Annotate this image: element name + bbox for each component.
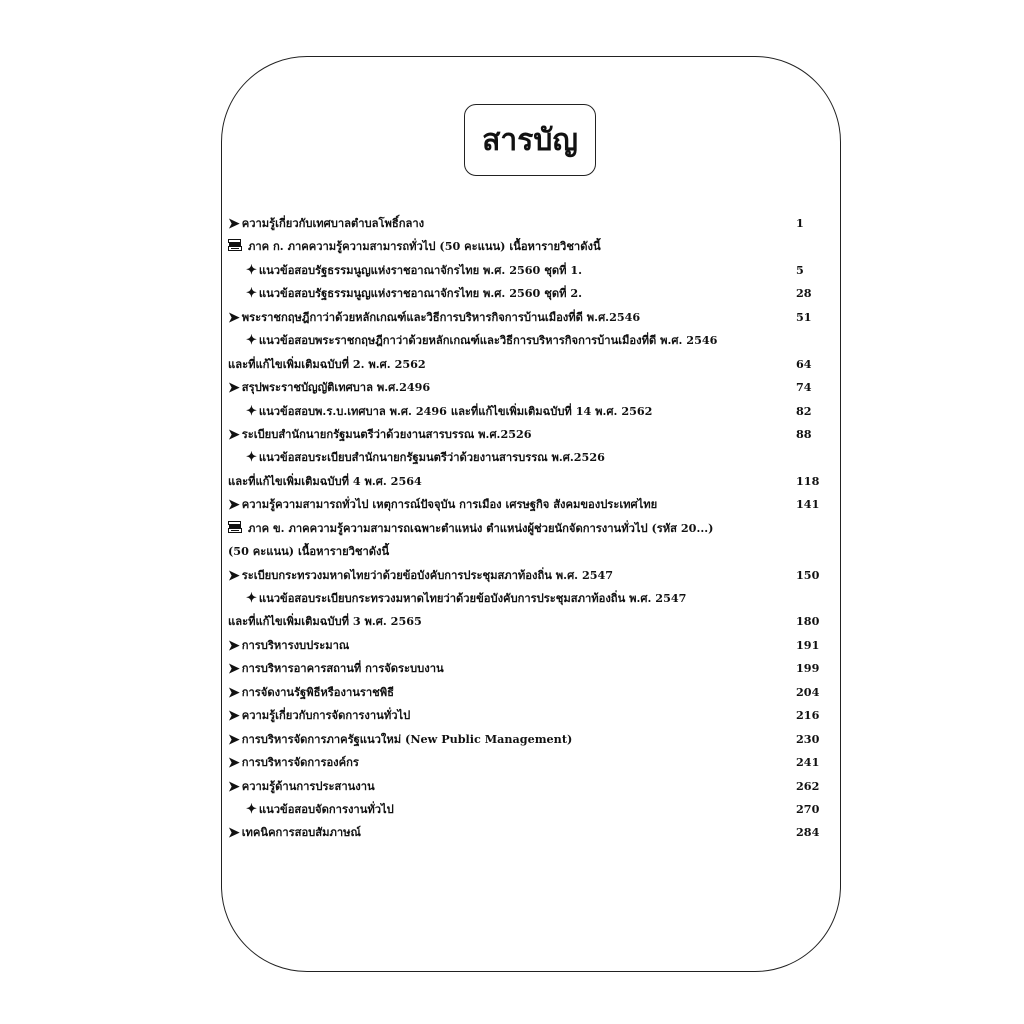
arrow-bullet-icon: ➤ [228,708,240,725]
toc-page-number: 199 [796,661,820,676]
toc-entry-label: ภาค ข. ภาคความรู้ความสามารถเฉพาะตำแหน่ง ตำแหน่งผู้ช่วยนักจัดการงานทั่วไป (รหัส 20...) [248,520,714,535]
toc-entry-label: และที่แก้ไขเพิ่มเติมฉบับที่ 4 พ.ศ. 2564 [228,473,422,488]
toc-entry-label: (50 คะแนน) เนื้อหารายวิชาดังนี้ [228,544,390,559]
arrow-bullet-icon: ➤ [228,661,240,678]
toc-entry [228,423,824,446]
toc-entry-label: แนวข้อสอบรัฐธรรมนูญแห่งราชอาณาจักรไทย พ.ศ. 2560 ชุดที่ 2. [258,286,583,301]
toc-entry-text [228,681,394,704]
arrow-bullet-icon: ➤ [228,497,240,514]
toc-entry-text [228,610,422,633]
toc-page-number: 191 [796,637,820,652]
toc-entry [228,634,824,657]
toc-list [228,212,824,845]
toc-page-number: 51 [796,309,812,324]
arrow-bullet-icon: ➤ [228,567,240,584]
toc-entry-text [246,329,717,352]
toc-page-number: 74 [796,380,812,395]
toc-entry [228,353,824,376]
arrow-bullet-icon: ➤ [228,731,240,748]
toc-entry-label: ความรู้ด้านการประสานงาน [241,778,375,793]
toc-entry-text [246,587,686,610]
toc-entry [228,728,824,751]
toc-entry [228,517,824,540]
arrow-bullet-icon: ➤ [228,380,240,397]
toc-entry-label: และที่แก้ไขเพิ่มเติมฉบับที่ 2. พ.ศ. 2562 [228,356,426,371]
arrow-bullet-icon: ➤ [228,426,240,443]
toc-entry-text [228,212,424,235]
toc-page-number: 141 [796,497,820,512]
toc-entry [228,306,824,329]
toc-page-number: 1 [796,216,804,230]
toc-entry-label: การบริหารจัดการองค์กร [241,755,359,770]
toc-entry-text [228,306,640,329]
toc-entry-text [228,728,572,751]
toc-entry-label: ความรู้ความสามารถทั่วไป เหตุการณ์ปัจจุบัน การเมือง เศรษฐกิจ สังคมของประเทศไทย [241,497,658,512]
star-bullet-icon: ✦ [246,262,257,278]
toc-page-number: 270 [796,801,820,816]
toc-page-number: 230 [796,731,820,746]
toc-entry-text [228,517,713,540]
toc-page-number: 180 [796,614,820,629]
star-bullet-icon: ✦ [246,450,257,466]
toc-page-number: 241 [796,755,820,770]
toc-title-box [464,104,596,176]
toc-entry-label: แนวข้อสอบจัดการงานทั่วไป [258,801,394,816]
toc-entry-text [228,376,430,399]
toc-entry [228,751,824,774]
toc-entry [228,704,824,727]
toc-entry-label: การจัดงานรัฐพิธีหรืองานราชพิธี [241,684,394,699]
toc-entry [228,212,824,235]
toc-page-number: 216 [796,708,820,723]
toc-entry [228,235,824,258]
toc-entry [228,376,824,399]
toc-entry [228,681,824,704]
toc-entry-label: การบริหารจัดการภาครัฐแนวใหม่ (New Public Management) [241,731,573,746]
arrow-bullet-icon: ➤ [228,825,240,842]
toc-entry-label: แนวข้อสอบพ.ร.บ.เทศบาล พ.ศ. 2496 และที่แก้ไขเพิ่มเติมฉบับที่ 14 พ.ศ. 2562 [258,403,653,418]
toc-entry-text [246,400,652,423]
toc-entry-text [228,423,532,446]
toc-page-number: 284 [796,825,820,840]
arrow-bullet-icon: ➤ [228,309,240,326]
toc-entry-label: การบริหารงบประมาณ [241,637,350,652]
toc-entry [228,329,824,352]
toc-entry [228,540,824,563]
toc-entry-label: พระราชกฤษฎีกาว่าด้วยหลักเกณฑ์และวิธีการบริหารกิจการบ้านเมืองที่ดี พ.ศ.2546 [241,309,641,324]
toc-entry [228,400,824,423]
toc-entry-text [246,798,394,821]
toc-entry-label: สรุปพระราชบัญญัติเทศบาล พ.ศ.2496 [241,380,431,395]
toc-page-number: 82 [796,403,812,418]
star-bullet-icon: ✦ [246,403,257,419]
toc-entry-label: แนวข้อสอบระเบียบกระทรวงมหาดไทยว่าด้วยข้อบังคับการประชุมสภาท้องถิ่น พ.ศ. 2547 [258,591,687,605]
toc-entry [228,610,824,633]
toc-entry-text [228,564,613,587]
toc-entry [228,821,824,844]
toc-entry-label: การบริหารอาคารสถานที่ การจัดระบบงาน [241,661,444,676]
toc-entry-text [228,470,422,493]
arrow-bullet-icon: ➤ [228,755,240,772]
toc-entry [228,259,824,282]
toc-page-number: 118 [796,473,820,488]
toc-entry-text [246,282,582,305]
toc-entry-label: ระเบียบกระทรวงมหาดไทยว่าด้วยข้อบังคับการประชุมสภาท้องถิ่น พ.ศ. 2547 [241,567,614,582]
toc-entry [228,493,824,516]
toc-entry-text [228,751,359,774]
toc-entry-text [228,540,389,563]
star-bullet-icon: ✦ [246,591,257,606]
toc-entry-text [228,657,444,680]
arrow-bullet-icon: ➤ [228,778,240,795]
star-bullet-icon: ✦ [246,333,257,349]
toc-entry-text [246,259,582,282]
arrow-bullet-icon: ➤ [228,637,240,654]
toc-entry-label: ความรู้เกี่ยวกับเทศบาลตำบลโพธิ์กลาง [241,216,425,230]
toc-page-number: 28 [796,286,812,301]
toc-page-number: 204 [796,684,820,699]
arrow-bullet-icon: ➤ [228,216,240,232]
toc-entry-label: ภาค ก. ภาคความรู้ความสามารถทั่วไป (50 คะแนน) เนื้อหารายวิชาดังนี้ [248,239,601,254]
star-bullet-icon: ✦ [246,286,257,302]
toc-entry [228,657,824,680]
toc-entry-text [228,704,410,727]
toc-page-number: 88 [796,426,812,441]
toc-entry-label: ความรู้เกี่ยวกับการจัดการงานทั่วไป [241,708,411,723]
toc-page-number: 64 [796,356,812,371]
toc-entry-text [228,493,657,516]
page-title: สารบัญ [482,122,578,158]
star-bullet-icon: ✦ [246,801,257,817]
toc-entry [228,798,824,821]
toc-entry-text [228,235,601,258]
toc-entry-label: แนวข้อสอบระเบียบสำนักนายกรัฐมนตรีว่าด้วยงานสารบรรณ พ.ศ.2526 [258,450,605,465]
toc-entry [228,775,824,798]
toc-entry [228,470,824,493]
toc-entry-label: และที่แก้ไขเพิ่มเติมฉบับที่ 3 พ.ศ. 2565 [228,614,422,629]
toc-entry-label: ระเบียบสำนักนายกรัฐมนตรีว่าด้วยงานสารบรรณ พ.ศ.2526 [241,426,532,441]
toc-entry-text [228,775,375,798]
arrow-bullet-icon: ➤ [228,684,240,701]
toc-page-number: 150 [796,567,820,582]
toc-entry [228,446,824,469]
toc-entry-text [228,634,349,657]
toc-entry-label: แนวข้อสอบรัฐธรรมนูญแห่งราชอาณาจักรไทย พ.ศ. 2560 ชุดที่ 1. [258,262,583,277]
toc-entry [228,587,824,610]
books-icon [228,518,242,530]
toc-entry [228,564,824,587]
toc-entry-label: เทคนิคการสอบสัมภาษณ์ [241,825,361,840]
toc-entry-text [246,446,605,469]
books-icon [228,236,242,248]
toc-entry-text [228,821,361,844]
toc-entry-text [228,353,426,376]
toc-page-number: 262 [796,778,820,793]
toc-page-number: 5 [796,262,804,277]
toc-entry [228,282,824,305]
toc-entry-label: แนวข้อสอบพระราชกฤษฎีกาว่าด้วยหลักเกณฑ์และวิธีการบริหารกิจการบ้านเมืองที่ดี พ.ศ. 2546 [258,333,718,348]
